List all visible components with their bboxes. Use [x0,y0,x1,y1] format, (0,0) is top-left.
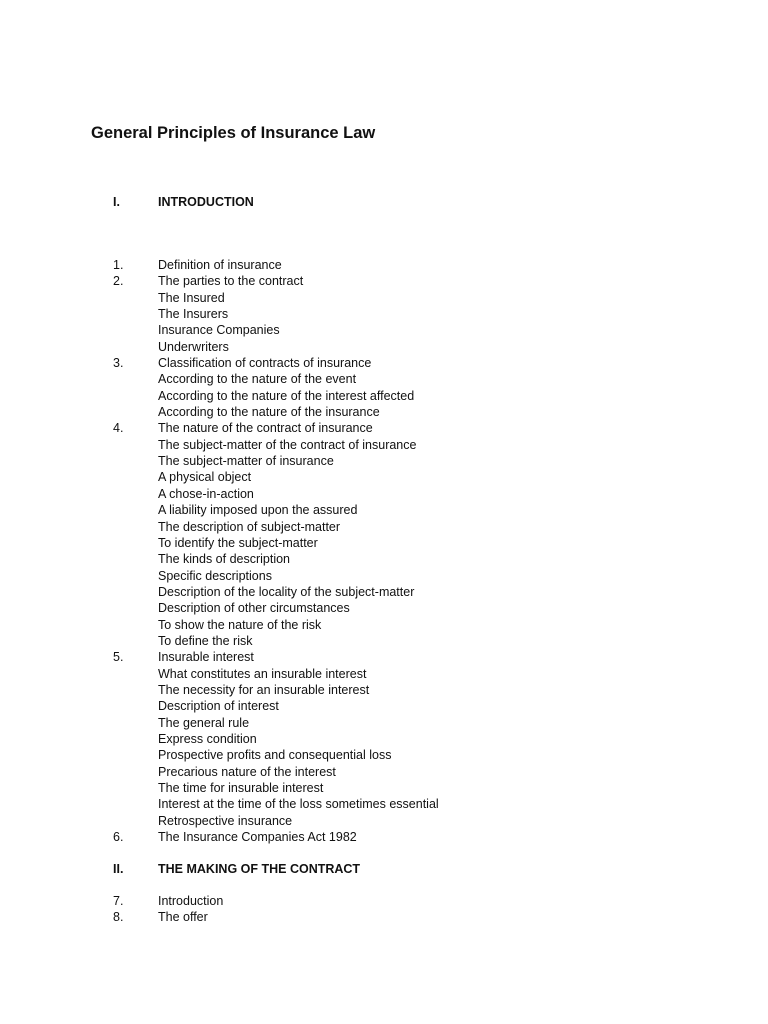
toc-entry-text: The nature of the contract of insurance [158,421,373,436]
toc-entry-text: Interest at the time of the loss sometimes essential [158,797,439,812]
toc-entry-text: The offer [158,910,208,925]
toc-entry [113,666,673,682]
toc-entry [113,813,673,829]
toc-entry [113,893,673,909]
toc-entry-text: Insurable interest [158,650,254,665]
toc-entry [113,568,673,584]
toc-entry-number: 2. [113,274,124,289]
toc-entry-text: The kinds of description [158,552,291,567]
toc-entry-text: Description of other circumstances [158,601,350,616]
toc-list-making-of-contract [113,893,673,926]
toc-entry [113,649,673,665]
toc-entry [113,584,673,600]
toc-entry-text: Prospective profits and consequential loss [158,748,392,763]
toc-entry [113,731,673,747]
toc-entry-text: The subject-matter of the contract of insurance [158,437,417,452]
toc-entry-text: The Insurance Companies Act 1982 [158,830,357,845]
toc-entry-text: Classification of contracts of insurance [158,356,372,371]
toc-entry [113,535,673,551]
toc-entry-text: To define the risk [158,633,253,648]
toc-entry-text: The necessity for an insurable interest [158,682,370,697]
toc-entry [113,437,673,453]
toc-entry-number: 4. [113,421,124,436]
toc-entry [113,453,673,469]
toc-entry [113,698,673,714]
toc-entry [113,257,673,273]
toc-entry-text: What constitutes an insurable interest [158,666,367,681]
toc-entry [113,388,673,404]
toc-entry-text: A chose-in-action [158,486,254,501]
toc-entry [113,371,673,387]
toc-entry [113,682,673,698]
toc-list-introduction [113,257,673,845]
toc-entry-number: 5. [113,650,124,665]
section-title: THE MAKING OF THE CONTRACT [158,862,361,876]
toc-entry [113,617,673,633]
toc-entry [113,780,673,796]
toc-entry-number: 8. [113,910,124,925]
toc-entry [113,355,673,371]
toc-entry-text: According to the nature of the interest affected [158,388,415,403]
toc-entry [113,306,673,322]
toc-entry-text: Specific descriptions [158,568,272,583]
toc-entry [113,633,673,649]
toc-entry [113,600,673,616]
toc-entry-number: 1. [113,258,124,272]
toc-entry-text: A liability imposed upon the assured [158,503,358,518]
toc-entry [113,273,673,289]
toc-entry-text: Description of interest [158,699,279,714]
toc-entry-text: Underwriters [158,339,229,354]
toc-entry [113,551,673,567]
toc-entry-text: The subject-matter of insurance [158,454,334,469]
document-title: General Principles of Insurance Law [91,124,376,142]
toc-entry [113,764,673,780]
toc-entry [113,290,673,306]
toc-entry [113,469,673,485]
toc-entry-text: Insurance Companies [158,323,280,338]
toc-entry-text: Precarious nature of the interest [158,764,336,779]
toc-entry [113,339,673,355]
toc-entry-text: The Insured [158,290,225,305]
toc-entry-text: According to the nature of the insurance [158,405,380,420]
section-numeral: II. [113,862,124,876]
toc-entry [113,420,673,436]
toc-entry-text: Retrospective insurance [158,813,293,828]
toc-entry-text: A physical object [158,470,252,485]
toc-entry-text: The Insurers [158,307,229,322]
toc-entry [113,909,673,925]
toc-entry [113,519,673,535]
toc-entry-text: The time for insurable interest [158,781,324,795]
toc-entry-text: Description of the locality of the subject-matter [158,584,415,599]
toc-entry [113,322,673,338]
toc-entry [113,502,673,518]
toc-entry-text: According to the nature of the event [158,372,357,387]
toc-entry [113,486,673,502]
toc-entry-number: 6. [113,830,124,845]
section-title: INTRODUCTION [158,195,254,209]
toc-entry-text: Express condition [158,731,257,746]
toc-entry-text: The description of subject-matter [158,519,341,534]
toc-entry [113,829,673,845]
toc-entry-text: Definition of insurance [158,258,282,272]
toc-entry-text: The general rule [158,715,250,730]
toc-entry [113,747,673,763]
toc-entry [113,404,673,420]
toc-entry [113,796,673,812]
toc-entry-text: Introduction [158,894,224,908]
toc-entry-text: To show the nature of the risk [158,617,322,632]
toc-entry-number: 7. [113,894,124,908]
toc-entry-text: The parties to the contract [158,274,304,289]
section-numeral: I. [113,195,120,209]
toc-entry [113,715,673,731]
toc-entry-number: 3. [113,356,124,371]
toc-entry-text: To identify the subject-matter [158,535,318,550]
